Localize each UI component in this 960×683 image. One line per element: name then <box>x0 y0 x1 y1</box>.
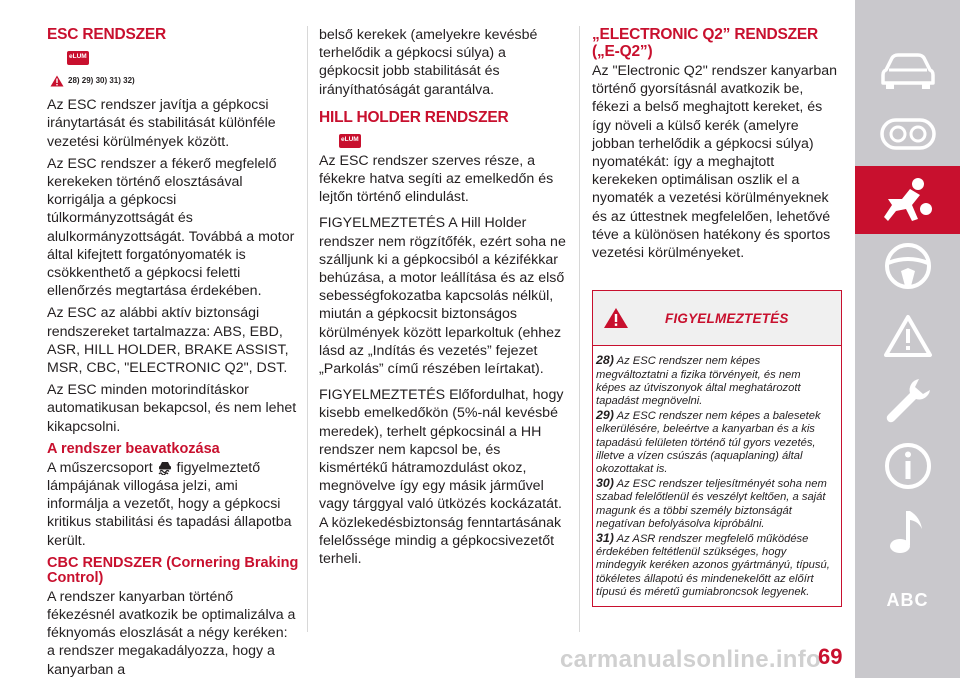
warning-items <box>593 346 841 605</box>
steering-wheel-icon <box>883 241 933 291</box>
music-note-icon <box>886 507 930 557</box>
wrench-icon <box>883 375 933 425</box>
column-divider-2 <box>579 26 580 632</box>
warning-item: 28) Az ESC rendszer nem képes megváltoztatni a fizika törvényeit, és nem képes az útviszonyok által meghatározott tapadást megnövelni. <box>596 353 801 408</box>
cbc-paragraph: A rendszer kanyarban történő fékezésnél avatkozik be optimalizálva a féknyomás eloszlását a négy keréken: a rendszer megakadályozza, hogy a kanyarban a <box>47 588 296 678</box>
sidebar-item-car[interactable] <box>855 36 960 104</box>
warning-triangle-icon <box>50 75 64 87</box>
esc-paragraph-4: Az ESC minden motorindításkor automatikusan bekapcsol, és nem lehet kikapcsolni. <box>47 382 297 435</box>
hill-warning-1: FIGYELMEZTETÉS A Hill Holder rendszer nem rögzítőfék, ezért soha ne szálljunk ki a gépkocsiból a kézifékkar behúzása, a motor leállítása és az első sebességfokozatba kapcsolás nélkül, miután a gépkocsit biztonságos körülmények között leparkoltuk (ehhez lásd az „Indítás és vezetés” fejezet „Parkolás” című részében leírtakat). <box>319 215 566 378</box>
sidebar-item-technical-data[interactable] <box>855 432 960 500</box>
watermark: carmanualsonline.info <box>560 646 822 673</box>
warning-box-header <box>593 291 841 346</box>
electronic-q2-title: „ELECTRONIC Q2” RENDSZER („E-Q2”) <box>592 26 818 60</box>
hill-holder-title: HILL HOLDER RENDSZER <box>319 108 509 126</box>
dashboard-icon <box>880 116 936 152</box>
column-divider-1 <box>307 26 308 632</box>
column-right <box>592 26 842 607</box>
chapter-sidebar <box>855 0 960 678</box>
elum-badge-2: eLUM <box>319 128 567 152</box>
q2-paragraph: Az "Electronic Q2" rendszer kanyarban történő gyorsításnál avatkozik be, fékezi a belső meghajtott kereket, és így növeli a külső kerék (amelyre jobban terhelődik a gépkocsi súlya) nyomatékát: így a meghajtott kerekeken optimálisan oszlik el a nyomaték a vezetési körülményeknek és az úttestnek megfelelően, lehetővé téve a különösen hatékony és sportos vezetési körülményeket. <box>592 63 838 262</box>
activation-title: A rendszer beavatkozása <box>47 440 220 457</box>
warning-refs: 28) 29) 30) 31) 32) <box>50 72 299 90</box>
elum-badge: eLUM <box>47 45 299 69</box>
hill-paragraph-1: Az ESC rendszer szerves része, a fékekre hatva segíti az emelkedőn és lejtőn történő elindulást. <box>319 152 554 206</box>
column-middle <box>319 26 567 572</box>
warning-box <box>592 290 842 606</box>
sidebar-item-maintenance[interactable] <box>855 366 960 434</box>
esc-skid-car-icon <box>157 459 173 475</box>
sidebar-item-multimedia[interactable] <box>855 498 960 566</box>
esc-section-title: ESC RENDSZER <box>47 26 167 43</box>
sidebar-item-index[interactable] <box>855 566 960 634</box>
warning-item: 30) Az ESC rendszer teljesítményét soha nem szabad felelőtlenül és veszélyt keltően, a saját magunk és a többi személy biztonságát negatívan befolyásolva kipróbálni. <box>596 475 827 531</box>
warning-triangle-icon <box>883 314 933 358</box>
sidebar-item-safety[interactable] <box>855 166 960 234</box>
esc-paragraph-2: Az ESC rendszer a fékerő megfelelő kerekeken történő elosztásával korrigálja a gépkocsi túlkormányzottságát és alulkormányzottságát. Továbbá a motor által kifejtett forgatónyomaték is csökkenthető a gépkocsi feletti ellenőrzés megtartása érdekében. <box>47 155 295 300</box>
hill-warning-2: FIGYELMEZTETÉS Előfordulhat, hogy kisebb emelkedőkön (5%-nál kevésbé meredek), terhelt gépkocsinál a HH rendszer nem kapcsol be, és kismértékű hátramozdulást okoz, megnövelve így egy másik járművel vagy tárggyal való ütközés kockázatát. A közlekedésbiztonság fenntartásának felelőssége mindig a gépkocsivezetőt terheli. <box>319 387 564 568</box>
esc-paragraph-3: Az ESC az alábbi aktív biztonsági rendszereket tartalmazza: ABS, EBD, ASR, HILL HOLDER, BRAKE ASSIST, MSR, CBC, "ELECTRONIC Q2", DST. <box>47 305 289 377</box>
activation-paragraph: A műszercsoport figyelmeztető lámpájának villogása jelzi, ami informálja a vezetőt, hogy a gépkocsi kritikus stabilitási és tapadási állapotba került. <box>47 459 292 549</box>
column-left <box>47 26 299 683</box>
page-number: 69 <box>818 644 843 669</box>
esc-paragraph-1: Az ESC rendszer javítja a gépkocsi iránytartását és stabilitását különféle vezetési körülmények között. <box>47 97 276 150</box>
warning-box-title: FIGYELMEZTETÉS <box>665 310 789 326</box>
warning-item: 31) Az ASR rendszer megfelelő működése érdekében feltétlenül szükséges, hogy mindegyik keréken azonos gyártmányú, típusú, tökéletes állapotú és mindenekelőtt az előírt típusú és méretű gumiabroncsok legyenek. <box>596 530 830 599</box>
cbc-paragraph-cont: belső kerekek (amelyekre kevésbé terhelődik a gépkocsi súlya) a gépkocsit jobb stabilitását és irányíthatóságát garantálva. <box>319 27 538 98</box>
cbc-title: CBC RENDSZER (Cornering Braking Control) <box>47 554 299 586</box>
sidebar-item-emergency[interactable] <box>855 302 960 370</box>
airbag-seat-icon <box>880 175 936 225</box>
sidebar-item-driving[interactable] <box>855 232 960 300</box>
info-icon <box>883 441 933 491</box>
warning-triangle-icon <box>603 307 629 329</box>
sidebar-item-dashboard[interactable] <box>855 100 960 168</box>
car-icon <box>880 50 936 90</box>
warning-item: 29) Az ESC rendszer nem képes a balesetek elkerülésére, beleértve a kanyarban és a kis tapadású felületen történő túl gyors vezetés, illetve a vízen csúszás (aquaplaning) által okozottakat is. <box>596 407 821 476</box>
abc-index-label: ABC <box>886 589 929 610</box>
